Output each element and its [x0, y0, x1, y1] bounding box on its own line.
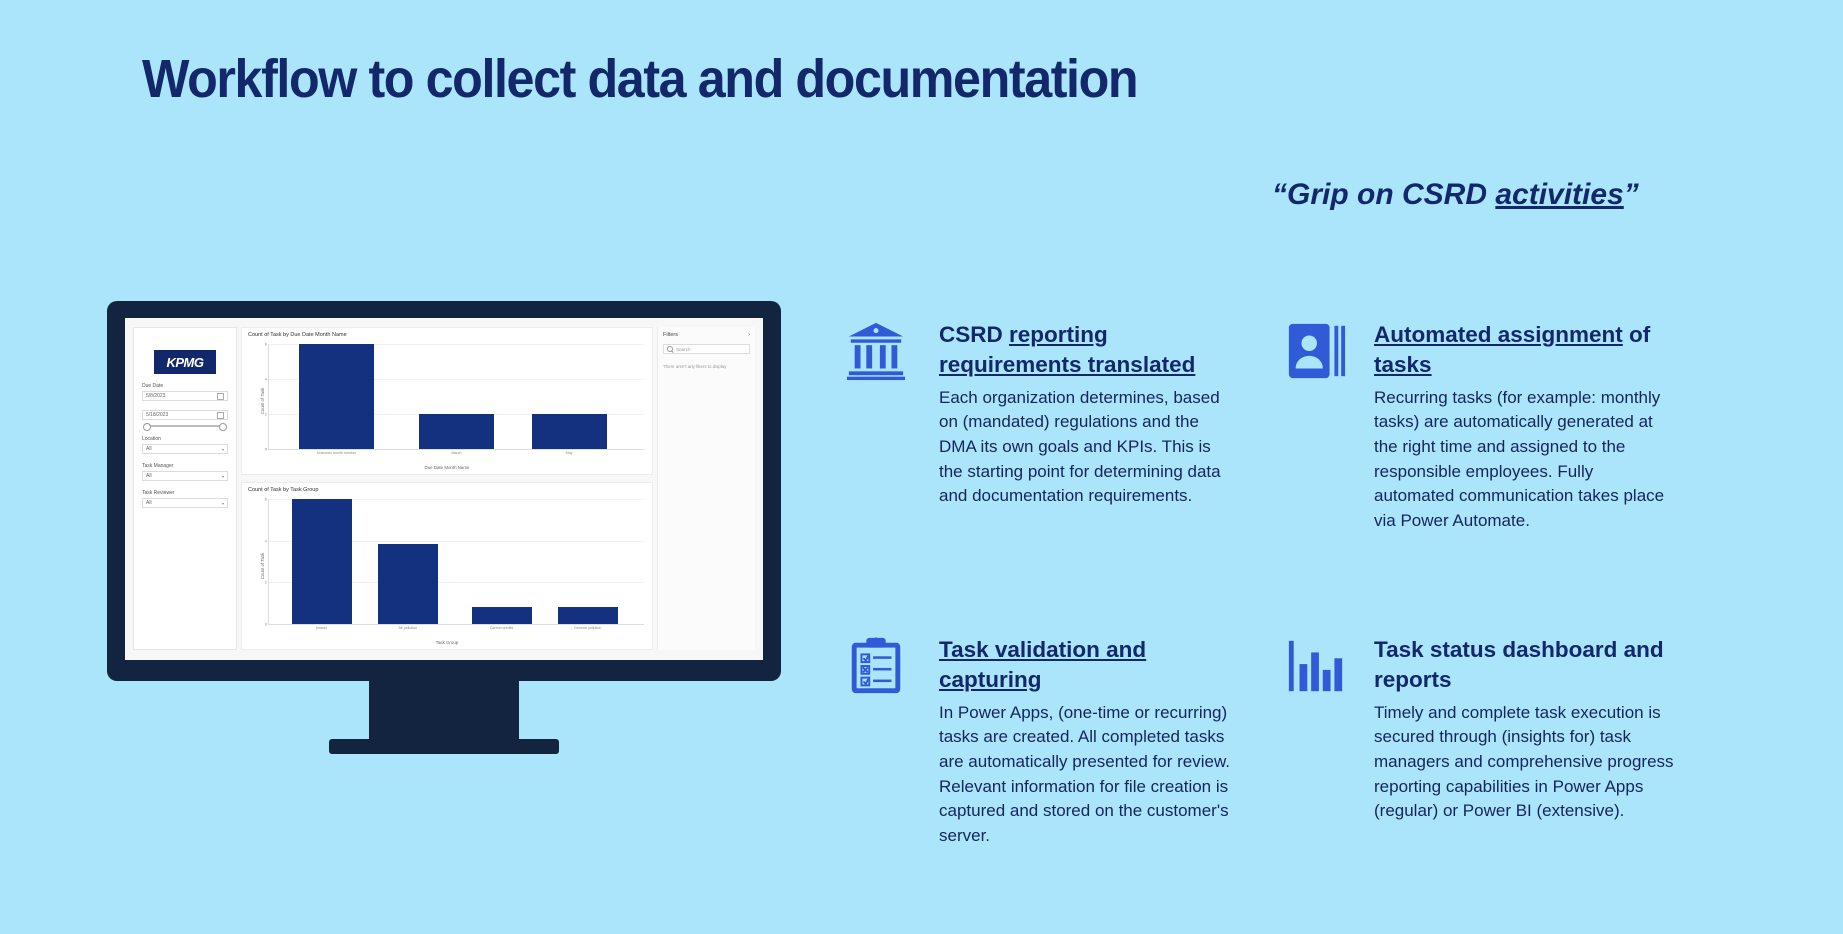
- bar[interactable]: [558, 607, 618, 625]
- chart-plot-area: [264, 341, 644, 455]
- feature-heading: [939, 320, 1231, 380]
- filters-pane-title: Filters: [663, 332, 678, 338]
- chart-x-axis-label: Due Date Month Name: [424, 465, 470, 470]
- filter-task-reviewer[interactable]: [142, 490, 228, 508]
- bar[interactable]: [472, 607, 532, 625]
- chart-count-by-due-date-month[interactable]: [241, 327, 653, 475]
- y-tick: 6: [264, 341, 267, 347]
- feature-heading-underlined-2: tasks: [1374, 351, 1432, 377]
- x-tick: Unknown month number: [316, 451, 357, 455]
- chart-title: Count of Task by Due Date Month Name: [248, 332, 347, 338]
- search-icon: [667, 346, 673, 352]
- page-title: Workflow to collect data and documentation: [142, 49, 1138, 109]
- y-tick: 4: [264, 376, 267, 382]
- x-tick: Carbon credits: [489, 626, 514, 630]
- monitor-screen: [125, 318, 763, 660]
- feature-heading-underlined: Task validation and capturing: [939, 637, 1147, 692]
- filter-location[interactable]: [142, 436, 228, 454]
- y-tick: 0: [264, 446, 267, 452]
- bar[interactable]: [532, 414, 607, 449]
- subtitle-underlined: activities: [1495, 178, 1624, 211]
- feature-heading: [939, 635, 1231, 695]
- monitor-stand-neck: [369, 681, 519, 743]
- y-tick: 2: [264, 411, 267, 417]
- chart-plot-area: [264, 496, 644, 630]
- contact-card-icon: [1285, 320, 1347, 382]
- x-tick: March: [451, 451, 462, 455]
- y-tick: 2: [264, 579, 267, 585]
- bar[interactable]: [419, 414, 494, 449]
- feature-body: Recurring tasks (for example: monthly tasks) are automatically generated at the right time and assigned to the responsible employees. Fully automated communication takes place via Power Automate.: [1374, 387, 1665, 531]
- subtitle-prefix: “Grip on CSRD: [1272, 178, 1496, 211]
- filters-empty-message: There aren't any filters to display: [663, 364, 727, 369]
- powerbi-dashboard: [125, 318, 763, 660]
- x-tick: General pollution: [574, 626, 602, 630]
- dashboard-charts: [241, 327, 653, 650]
- monitor-stand-base: [329, 739, 559, 754]
- filters-search-input[interactable]: [663, 344, 750, 354]
- feature-heading: Task status dashboard and reports: [1374, 637, 1664, 692]
- date-range-slider[interactable]: [146, 425, 224, 427]
- y-tick: 4: [264, 538, 267, 544]
- filter-label: Task Reviewer: [142, 490, 175, 496]
- chart-y-axis-label: Count of Task: [259, 387, 265, 415]
- filter-label: Location: [142, 436, 161, 442]
- monitor-illustration: [107, 301, 781, 681]
- filter-value: 5/18/2023: [146, 412, 169, 418]
- feature-heading-underlined-1: Automated assignment: [1374, 322, 1623, 347]
- filter-value: 5/8/2023: [146, 393, 166, 399]
- feature-body: Each organization determines, based on (mandated) regulations and the DMA its own goals and KPIs. This is the starting point for determining data and documentation requirements.: [939, 387, 1221, 506]
- chart-y-axis-label: Count of Task: [259, 552, 265, 580]
- bar[interactable]: [292, 499, 352, 624]
- chart-x-axis-label: Task Group: [435, 640, 459, 645]
- x-tick: Air pollution: [398, 626, 418, 630]
- bank-icon: [845, 320, 907, 382]
- feature-heading-plain: CSRD: [939, 322, 1010, 347]
- bar[interactable]: [378, 544, 438, 624]
- subtitle-suffix: ”: [1623, 178, 1639, 211]
- dashboard-filter-panel: [133, 327, 237, 650]
- filter-label: Task Manager: [142, 463, 174, 469]
- slider-knob-right[interactable]: [219, 423, 227, 431]
- feature-heading: [1374, 320, 1674, 380]
- calendar-icon: [217, 412, 224, 419]
- chart-count-by-task-group[interactable]: [241, 482, 653, 650]
- filters-pane: [657, 327, 755, 650]
- chevron-right-icon[interactable]: ›: [748, 332, 750, 338]
- feature-heading-underlined: reporting requirements translated: [939, 322, 1196, 377]
- search-placeholder: Search: [676, 346, 691, 352]
- filter-due-date-start[interactable]: [142, 383, 228, 401]
- filter-label: Due Date: [142, 383, 164, 389]
- calendar-icon: [217, 393, 224, 400]
- filter-value: All: [146, 446, 152, 452]
- filter-task-manager[interactable]: [142, 463, 228, 481]
- slider-knob-left[interactable]: [143, 423, 151, 431]
- slide-subtitle: [1272, 178, 1639, 212]
- chevron-down-icon: ▾: [221, 446, 224, 452]
- chart-title: Count of Task by Task Group: [248, 487, 319, 493]
- clipboard-check-icon: [845, 635, 907, 697]
- feature-body: In Power Apps, (one-time or recurring) tasks are created. All completed tasks are automatically presented for review. Relevant information for file creation is captured and stored on the customer's server.: [939, 702, 1231, 846]
- chevron-down-icon: ▾: [221, 500, 224, 506]
- feature-body: Timely and complete task execution is secured through (insights for) task managers and comprehensive progress reporting capabilities in Power Apps (regular) or Power BI (extensive).: [1374, 702, 1674, 821]
- y-tick: 0: [264, 621, 267, 627]
- x-tick: May: [565, 451, 573, 455]
- feature-heading-plain: of: [1622, 322, 1651, 347]
- filter-value: All: [146, 500, 152, 506]
- bar-chart-icon: [1285, 635, 1347, 697]
- y-tick: 6: [264, 496, 267, 502]
- x-tick: (blank): [316, 626, 327, 630]
- chevron-down-icon: ▾: [221, 473, 224, 479]
- kpmg-logo: KPMG: [154, 350, 216, 374]
- filter-value: All: [146, 473, 152, 479]
- filter-due-date-end[interactable]: [142, 410, 228, 427]
- bar[interactable]: [299, 344, 374, 449]
